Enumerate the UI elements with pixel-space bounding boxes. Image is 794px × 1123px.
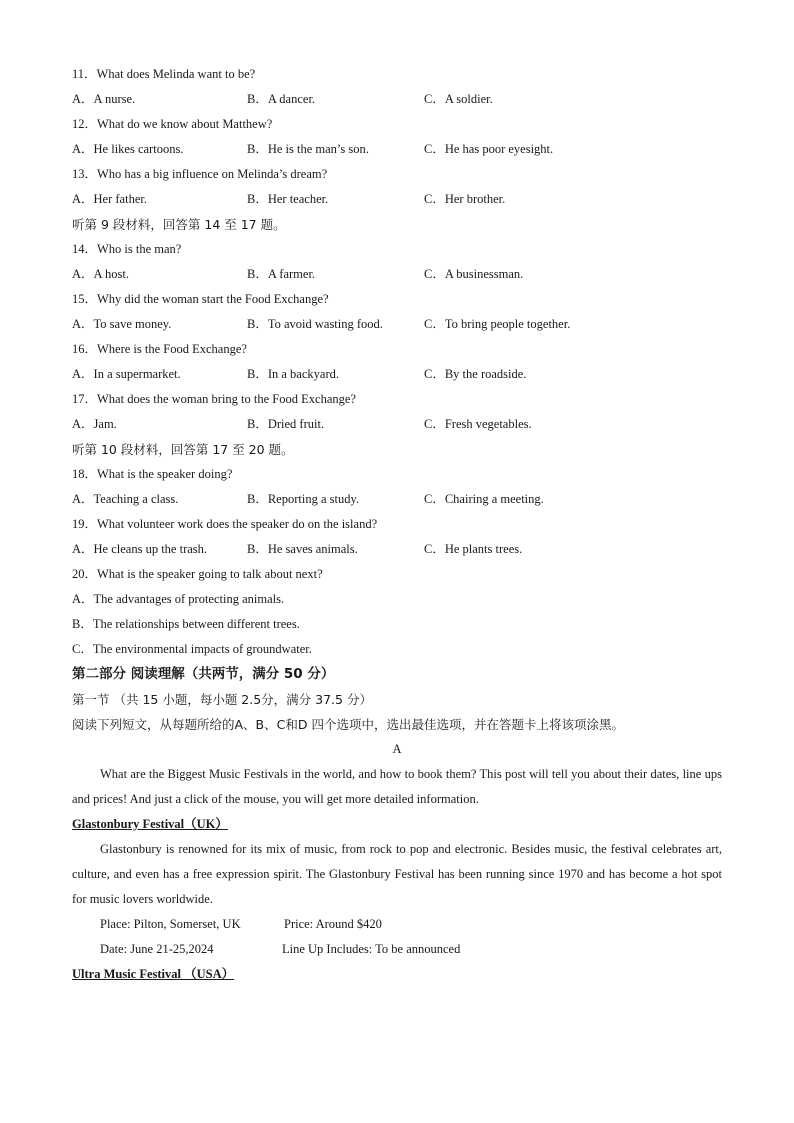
option-a: A．To save money. xyxy=(72,317,172,331)
glastonbury-place-price xyxy=(72,912,722,937)
glastonbury-heading-text: Glastonbury Festival（UK） xyxy=(72,817,228,831)
section-9-instruction: 听第 9 段材料，回答第 14 至 17 题。 xyxy=(72,217,286,232)
question-18: 18．What is the speaker doing? xyxy=(72,467,233,481)
option-a: A．A nurse. xyxy=(72,92,136,106)
option-c: C．Chairing a meeting. xyxy=(424,492,544,506)
option-c: C．By the roadside. xyxy=(424,367,527,381)
options-19 xyxy=(72,537,722,562)
part2-instruction: 阅读下列短文，从每题所给的A、B、C和D 四个选项中，选出最佳选项，并在答题卡上将该项涂黑。 xyxy=(72,717,624,732)
options-15 xyxy=(72,312,722,337)
options-17 xyxy=(72,412,722,437)
option-b: B．Reporting a study. xyxy=(247,492,360,506)
option-a: A．The advantages of protecting animals. xyxy=(72,592,285,606)
option-a: A．A host. xyxy=(72,267,129,281)
ultra-heading-text: Ultra Music Festival （USA） xyxy=(72,967,235,981)
question-block-20 xyxy=(72,562,722,662)
option-c: C．To bring people together. xyxy=(424,317,571,331)
option-b: B．To avoid wasting food. xyxy=(247,317,383,331)
question-20: 20．What is the speaker going to talk about next? xyxy=(72,567,323,581)
option-a: A．Her father. xyxy=(72,192,147,206)
question-15: 15．Why did the woman start the Food Exchange? xyxy=(72,292,329,306)
glastonbury-date: Date: June 21-25,2024 xyxy=(100,942,214,956)
glastonbury-date-lineup xyxy=(72,937,722,962)
options-11 xyxy=(72,87,722,112)
options-16 xyxy=(72,362,722,387)
question-11: 11．What does Melinda want to be? xyxy=(72,67,256,81)
option-c: C．Her brother. xyxy=(424,192,506,206)
glastonbury-heading xyxy=(72,812,722,837)
question-block-11-13 xyxy=(72,62,722,212)
question-17: 17．What does the woman bring to the Food Exchange? xyxy=(72,392,356,406)
option-b: B．The relationships between different trees. xyxy=(72,617,300,631)
option-a: A．Jam. xyxy=(72,417,117,431)
options-14 xyxy=(72,262,722,287)
question-13: 13．Who has a big influence on Melinda’s dream? xyxy=(72,167,328,181)
glastonbury-lineup: Line Up Includes: To be announced xyxy=(282,942,461,956)
option-a: A．In a supermarket. xyxy=(72,367,181,381)
passage-label: A xyxy=(392,742,402,756)
option-c: C．Fresh vegetables. xyxy=(424,417,532,431)
options-13 xyxy=(72,187,722,212)
ultra-heading xyxy=(72,962,722,987)
options-12 xyxy=(72,137,722,162)
passage-intro: What are the Biggest Music Festivals in the world, and how to book them? This post will tell you about their dates, line ups and prices! And just a click of the mouse, you will get more detailed information. xyxy=(72,767,722,806)
glastonbury-place: Place: Pilton, Somerset, UK xyxy=(100,917,241,931)
option-c: C．A businessman. xyxy=(424,267,524,281)
question-19: 19．What volunteer work does the speaker do on the island? xyxy=(72,517,378,531)
question-block-18-19 xyxy=(72,462,722,562)
option-c: C．He has poor eyesight. xyxy=(424,142,554,156)
question-block-14-17 xyxy=(72,237,722,437)
glastonbury-price: Price: Around $420 xyxy=(284,917,382,931)
options-18 xyxy=(72,487,722,512)
part2-title: 第二部分 阅读理解（共两节，满分 50 分） xyxy=(72,666,335,682)
question-12: 12．What do we know about Matthew? xyxy=(72,117,273,131)
exam-page xyxy=(72,62,722,987)
section-10-instruction: 听第 10 段材料，回答第 17 至 20 题。 xyxy=(72,442,294,457)
option-a: A．Teaching a class. xyxy=(72,492,179,506)
option-b: B．A farmer. xyxy=(247,267,316,281)
option-b: B．In a backyard. xyxy=(247,367,339,381)
option-a: A．He cleans up the trash. xyxy=(72,542,208,556)
option-b: B．Dried fruit. xyxy=(247,417,325,431)
option-b: B．Her teacher. xyxy=(247,192,329,206)
part2-section1: 第一节 （共 15 小题，每小题 2.5分，满分 37.5 分） xyxy=(72,692,372,707)
question-16: 16．Where is the Food Exchange? xyxy=(72,342,247,356)
option-a: A．He likes cartoons. xyxy=(72,142,184,156)
question-14: 14．Who is the man? xyxy=(72,242,182,256)
option-c: C．He plants trees. xyxy=(424,542,523,556)
option-b: B．He is the man’s son. xyxy=(247,142,369,156)
option-b: B．A dancer. xyxy=(247,92,316,106)
glastonbury-body: Glastonbury is renowned for its mix of music, from rock to pop and electronic. Besides music, the festival celebrates art, culture, and even has a free expression spirit. The Glastonbury Festival has been running since 1970 and has become a hot spot for music lovers worldwide. xyxy=(72,842,722,906)
option-b: B．He saves animals. xyxy=(247,542,358,556)
option-c: C．The environmental impacts of groundwater. xyxy=(72,642,312,656)
option-c: C．A soldier. xyxy=(424,92,493,106)
